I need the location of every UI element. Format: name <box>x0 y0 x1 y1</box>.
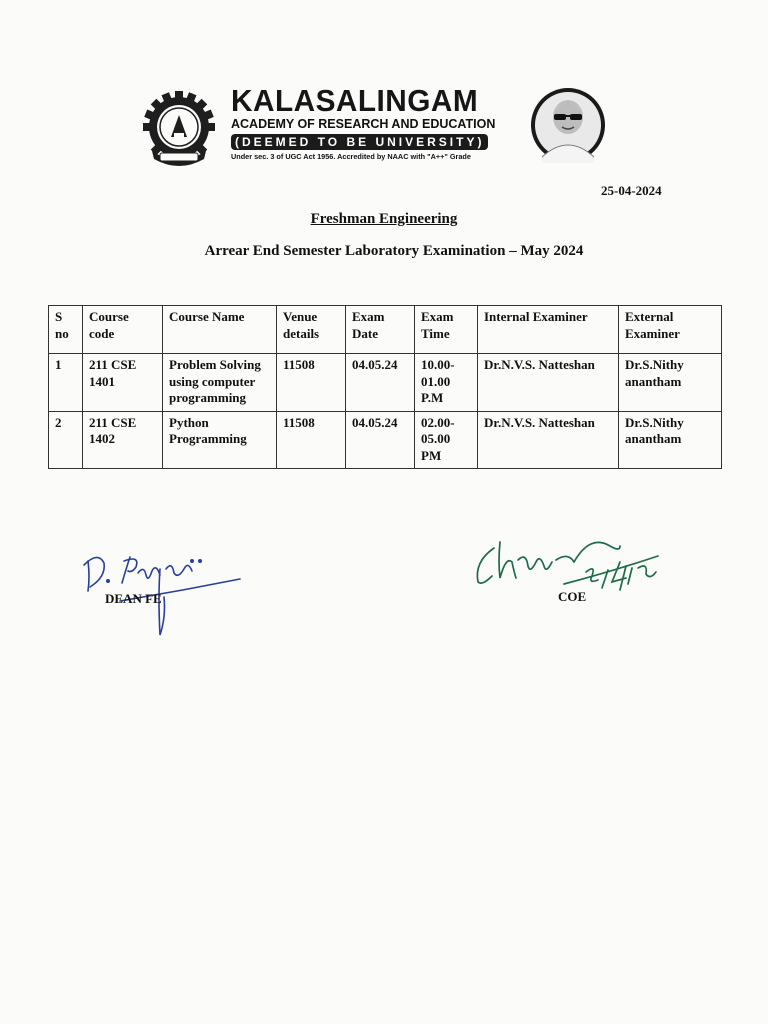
cell-course-name: Python Programming <box>163 411 277 469</box>
header-external-examiner: External Examiner <box>619 306 722 354</box>
cell-course-name: Problem Solving using computer programming <box>163 354 277 412</box>
cell-s-no: 1 <box>49 354 83 412</box>
letterhead <box>138 85 608 167</box>
cell-exam-time: 02.00-05.00 PM <box>415 411 478 469</box>
cell-venue: 11508 <box>277 411 346 469</box>
cell-course-code: 211 CSE 1402 <box>83 411 163 469</box>
table-header-row <box>49 306 722 354</box>
university-name: KALASALINGAM <box>231 83 479 118</box>
university-subtitle: ACADEMY OF RESEARCH AND EDUCATION <box>231 117 496 131</box>
header-internal-examiner: Internal Examiner <box>478 306 619 354</box>
department-heading: Freshman Engineering <box>310 211 458 227</box>
cell-exam-date: 04.05.24 <box>346 411 415 469</box>
table-row <box>49 354 722 412</box>
deemed-banner: (DEEMED TO BE UNIVERSITY) <box>231 134 488 150</box>
header-course-name: Course Name <box>163 306 277 354</box>
cell-exam-date: 04.05.24 <box>346 354 415 412</box>
exam-schedule-table <box>48 305 722 469</box>
university-logo-icon <box>138 89 220 167</box>
dean-fe-label: DEAN FE <box>105 591 162 606</box>
cell-s-no: 2 <box>49 411 83 469</box>
cell-course-code: 211 CSE 1401 <box>83 354 163 412</box>
cell-external-examiner: Dr.S.Nithy anantham <box>619 411 722 469</box>
cell-venue: 11508 <box>277 354 346 412</box>
cell-internal-examiner: Dr.N.V.S. Natteshan <box>478 411 619 469</box>
cell-internal-examiner: Dr.N.V.S. Natteshan <box>478 354 619 412</box>
founder-portrait-icon <box>530 87 606 163</box>
header-exam-date: Exam Date <box>346 306 415 354</box>
accreditation-line: Under sec. 3 of UGC Act 1956. Accredited by NAAC with "A++" Grade <box>231 152 471 161</box>
coe-label: COE <box>558 589 587 604</box>
letterhead-text <box>231 85 529 162</box>
document-date: 25-04-2024 <box>601 183 662 198</box>
header-s-no: S no <box>49 306 83 354</box>
cell-external-examiner: Dr.S.Nithy anantham <box>619 354 722 412</box>
table-row <box>49 411 722 469</box>
exam-title: Arrear End Semester Laboratory Examination – May 2024 <box>204 243 584 259</box>
header-course-code: Course code <box>83 306 163 354</box>
header-venue: Venue details <box>277 306 346 354</box>
header-exam-time: Exam Time <box>415 306 478 354</box>
cell-exam-time: 10.00-01.00 P.M <box>415 354 478 412</box>
